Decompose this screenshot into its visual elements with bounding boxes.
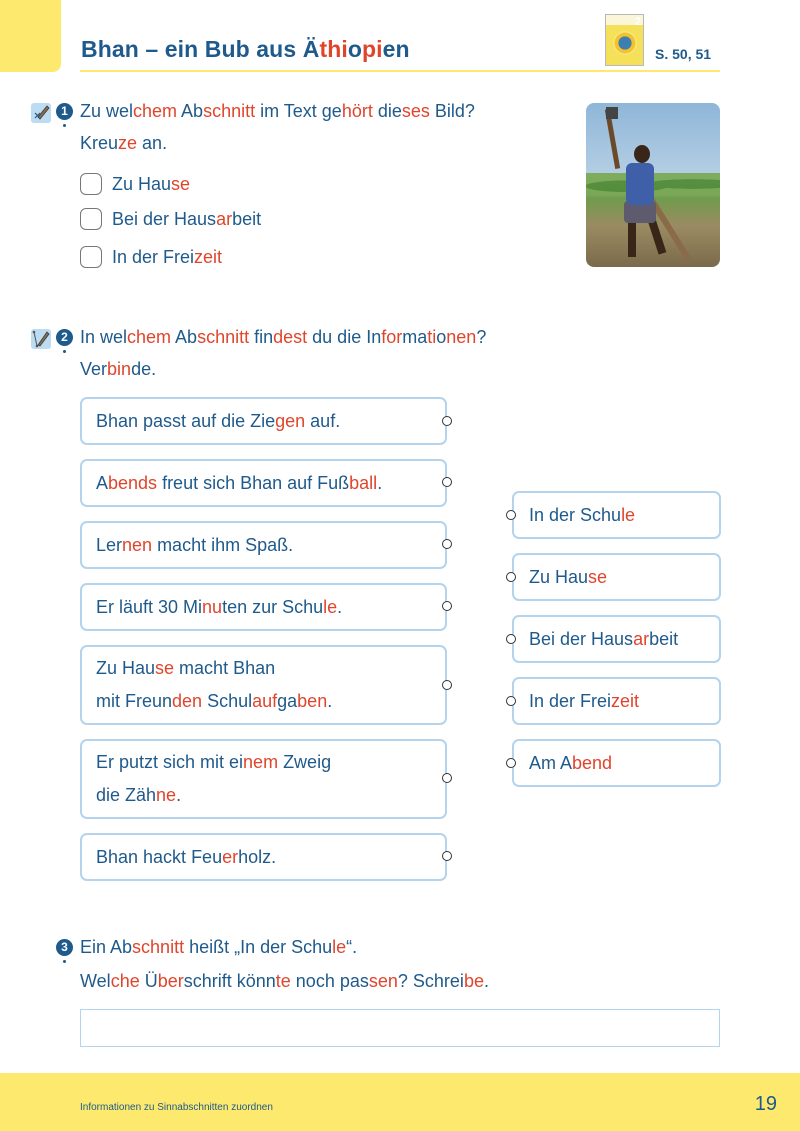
footer-bar xyxy=(0,1073,800,1131)
option-label: In der Freizeit xyxy=(112,246,223,267)
section-box-bei-der-hausarbeit: Bei der Hausarbeit xyxy=(512,615,721,663)
task2-question-line2: Verbinde. xyxy=(80,359,157,379)
task1-question-line1: Zu welchem Abschnitt im Text gehört dieses Bild? xyxy=(80,101,475,121)
task-number-2: 2 xyxy=(56,329,73,346)
statement-box-7: Bhan hackt Feuerholz. xyxy=(80,833,447,881)
connection-dot-right-3[interactable] xyxy=(506,634,516,644)
statement-box-3: Lernen macht ihm Spaß. xyxy=(80,521,447,569)
photo-boy-chopping-wood xyxy=(586,103,720,267)
section-box-in-der-freizeit: In der Freizeit xyxy=(512,677,721,725)
page-reference: S. 50, 51 xyxy=(655,46,712,62)
task3-question-line2: Welche Überschrift könnte noch passen? Schreibe. xyxy=(80,971,489,991)
task3-question-line1: Ein Abschnitt heißt „In der Schule“. xyxy=(80,937,358,957)
connection-dot-left-2[interactable] xyxy=(442,477,452,487)
answer-writing-lines[interactable] xyxy=(80,1009,720,1047)
connection-dot-left-6[interactable] xyxy=(442,773,452,783)
title-part: en xyxy=(382,36,410,62)
section-box-zu-hause: Zu Hause xyxy=(512,553,721,601)
statement-box-1: Bhan passt auf die Ziegen auf. xyxy=(80,397,447,445)
connection-dot-left-5[interactable] xyxy=(442,680,452,690)
task2-question-line1: In welchem Abschnitt findest du die Informationen? xyxy=(80,327,487,347)
statement-box-6: Er putzt sich mit einem Zweig die Zähne. xyxy=(80,739,447,819)
option-bei-der-hausarbeit[interactable] xyxy=(80,206,261,232)
section-box-in-der-schule: In der Schule xyxy=(512,491,721,539)
title-syllable: thi xyxy=(319,36,348,62)
task-number-3: 3 xyxy=(56,939,73,956)
option-label: Zu Hause xyxy=(112,173,191,194)
page-number: 19 xyxy=(754,1093,777,1115)
checkbox[interactable] xyxy=(80,208,102,230)
page-title xyxy=(81,36,410,63)
statement-box-5: Zu Hause macht Bhan mit Freunden Schulaufgaben. xyxy=(80,645,447,725)
connection-dot-left-3[interactable] xyxy=(442,539,452,549)
title-syllable: pi xyxy=(362,36,383,62)
statement-box-4: Er läuft 30 Minuten zur Schule. xyxy=(80,583,447,631)
corner-tab xyxy=(0,0,61,72)
connection-dot-right-4[interactable] xyxy=(506,696,516,706)
title-underline xyxy=(80,70,720,72)
pencil-line-icon xyxy=(31,329,51,349)
sun-globe-icon xyxy=(613,31,637,55)
task1-question-line2: Kreuze an. xyxy=(80,133,168,153)
task-number-1: 1 xyxy=(56,103,73,120)
footer-caption: Informationen zu Sinnabschnitten zuordnen xyxy=(80,1102,273,1113)
section-box-am-abend: Am Abend xyxy=(512,739,721,787)
option-zu-hause[interactable] xyxy=(80,171,190,197)
connection-dot-right-1[interactable] xyxy=(506,510,516,520)
book-cover-thumbnail xyxy=(605,14,644,66)
pencil-cross-icon xyxy=(31,103,51,123)
connection-dot-left-7[interactable] xyxy=(442,851,452,861)
connection-dot-right-2[interactable] xyxy=(506,572,516,582)
checkbox[interactable] xyxy=(80,173,102,195)
title-part: o xyxy=(347,36,362,62)
connection-dot-right-5[interactable] xyxy=(506,758,516,768)
connection-dot-left-1[interactable] xyxy=(442,416,452,426)
statement-box-2: Abends freut sich Bhan auf Fußball. xyxy=(80,459,447,507)
option-label: Bei der Hausarbeit xyxy=(112,208,262,229)
option-in-der-freizeit[interactable] xyxy=(80,244,222,270)
connection-dot-left-4[interactable] xyxy=(442,601,452,611)
book-cover-number: 2 xyxy=(634,16,641,28)
checkbox[interactable] xyxy=(80,246,102,268)
title-part: Bhan – ein Bub aus Ä xyxy=(81,36,320,62)
